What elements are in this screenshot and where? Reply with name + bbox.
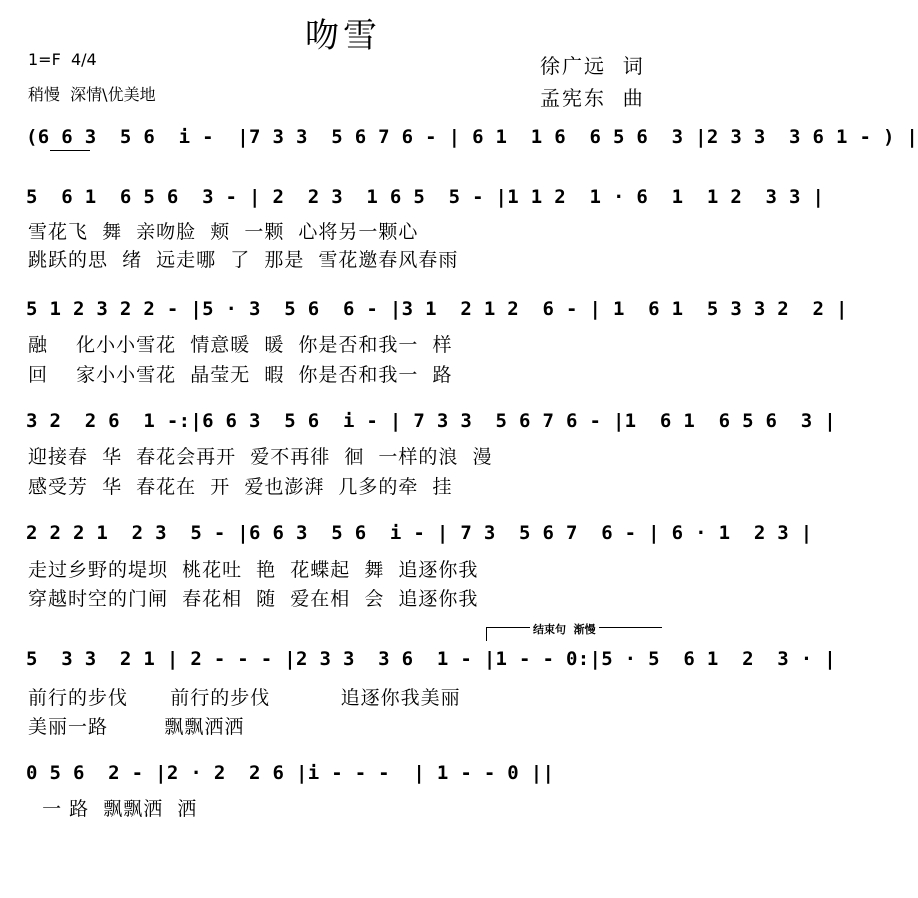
notation-line-2: 5 6 1 6 5 6 3 - | 2 2 3 1 6 5 5 - |1 1 2 1 · 6 1 1 2 3 3 | <box>26 186 825 208</box>
lyrics-line-4-verse-1: 迎接春 华 春花会再开 爱不再徘 徊 一样的浪 漫 <box>28 446 493 468</box>
notation-line-3: 5 1 2 3 2 2 - |5 · 3 5 6 6 - |3 1 2 1 2 6 - | 1 6 1 5 3 3 2 2 | <box>26 298 848 320</box>
lyrics-line-7: 一 路 飘飘洒 洒 <box>28 798 198 820</box>
key-signature: 1=F 4/4 <box>28 50 97 69</box>
notation-line-4: 3 2 2 6 1 -:|6 6 3 5 6 i - | 7 3 3 5 6 7 6 - |1 6 1 6 5 6 3 | <box>26 410 836 432</box>
ending-label: 结束句 渐慢 <box>530 621 599 637</box>
lyrics-line-3-verse-2: 回 家小小雪花 晶莹无 暇 你是否和我一 路 <box>28 364 453 386</box>
composer-credit: 孟宪东 曲 <box>540 86 645 110</box>
notation-line-1: (6 6 3 5 6 i - |7 3 3 5 6 7 6 - | 6 1 1 6 6 5 6 3 |2 3 3 3 6 1 - ) | <box>26 126 918 148</box>
notation-line-5: 2 2 2 1 2 3 5 - |6 6 3 5 6 i - | 7 3 5 6 7 6 - | 6 · 1 2 3 | <box>26 522 813 544</box>
lyricist-credit: 徐广远 词 <box>540 54 645 78</box>
song-title: 吻雪 <box>305 16 381 56</box>
tempo-marking: 稍慢 深情\优美地 <box>28 85 156 104</box>
lyrics-line-2-verse-2: 跳跃的思 绪 远走哪 了 那是 雪花邀春风春雨 <box>28 249 459 271</box>
lyrics-line-4-verse-2: 感受芳 华 春花在 开 爱也澎湃 几多的牵 挂 <box>28 476 453 498</box>
notation-line-7: 0 5 6 2 - |2 · 2 2 6 |i - - - | 1 - - 0 || <box>26 762 555 784</box>
beam <box>50 150 90 151</box>
lyrics-line-3-verse-1: 融 化小小雪花 情意暖 暖 你是否和我一 样 <box>28 334 453 356</box>
notation-line-6: 5 3 3 2 1 | 2 - - - |2 3 3 3 6 1 - |1 - - 0:|5 · 5 6 1 2 3 · | <box>26 648 836 670</box>
lyrics-line-5-verse-2: 穿越时空的门闸 春花相 随 爱在相 会 追逐你我 <box>28 588 479 610</box>
lyrics-line-6-verse-2: 美丽一路 飘飘洒洒 <box>28 716 245 738</box>
lyrics-line-6-verse-1: 前行的步伐 前行的步伐 追逐你我美丽 <box>28 687 461 709</box>
lyrics-line-2-verse-1: 雪花飞 舞 亲吻脸 颊 一颗 心将另一颗心 <box>28 221 419 243</box>
ending-bracket-hook <box>486 627 487 641</box>
lyrics-line-5-verse-1: 走过乡野的堤坝 桃花吐 艳 花蝶起 舞 追逐你我 <box>28 559 479 581</box>
